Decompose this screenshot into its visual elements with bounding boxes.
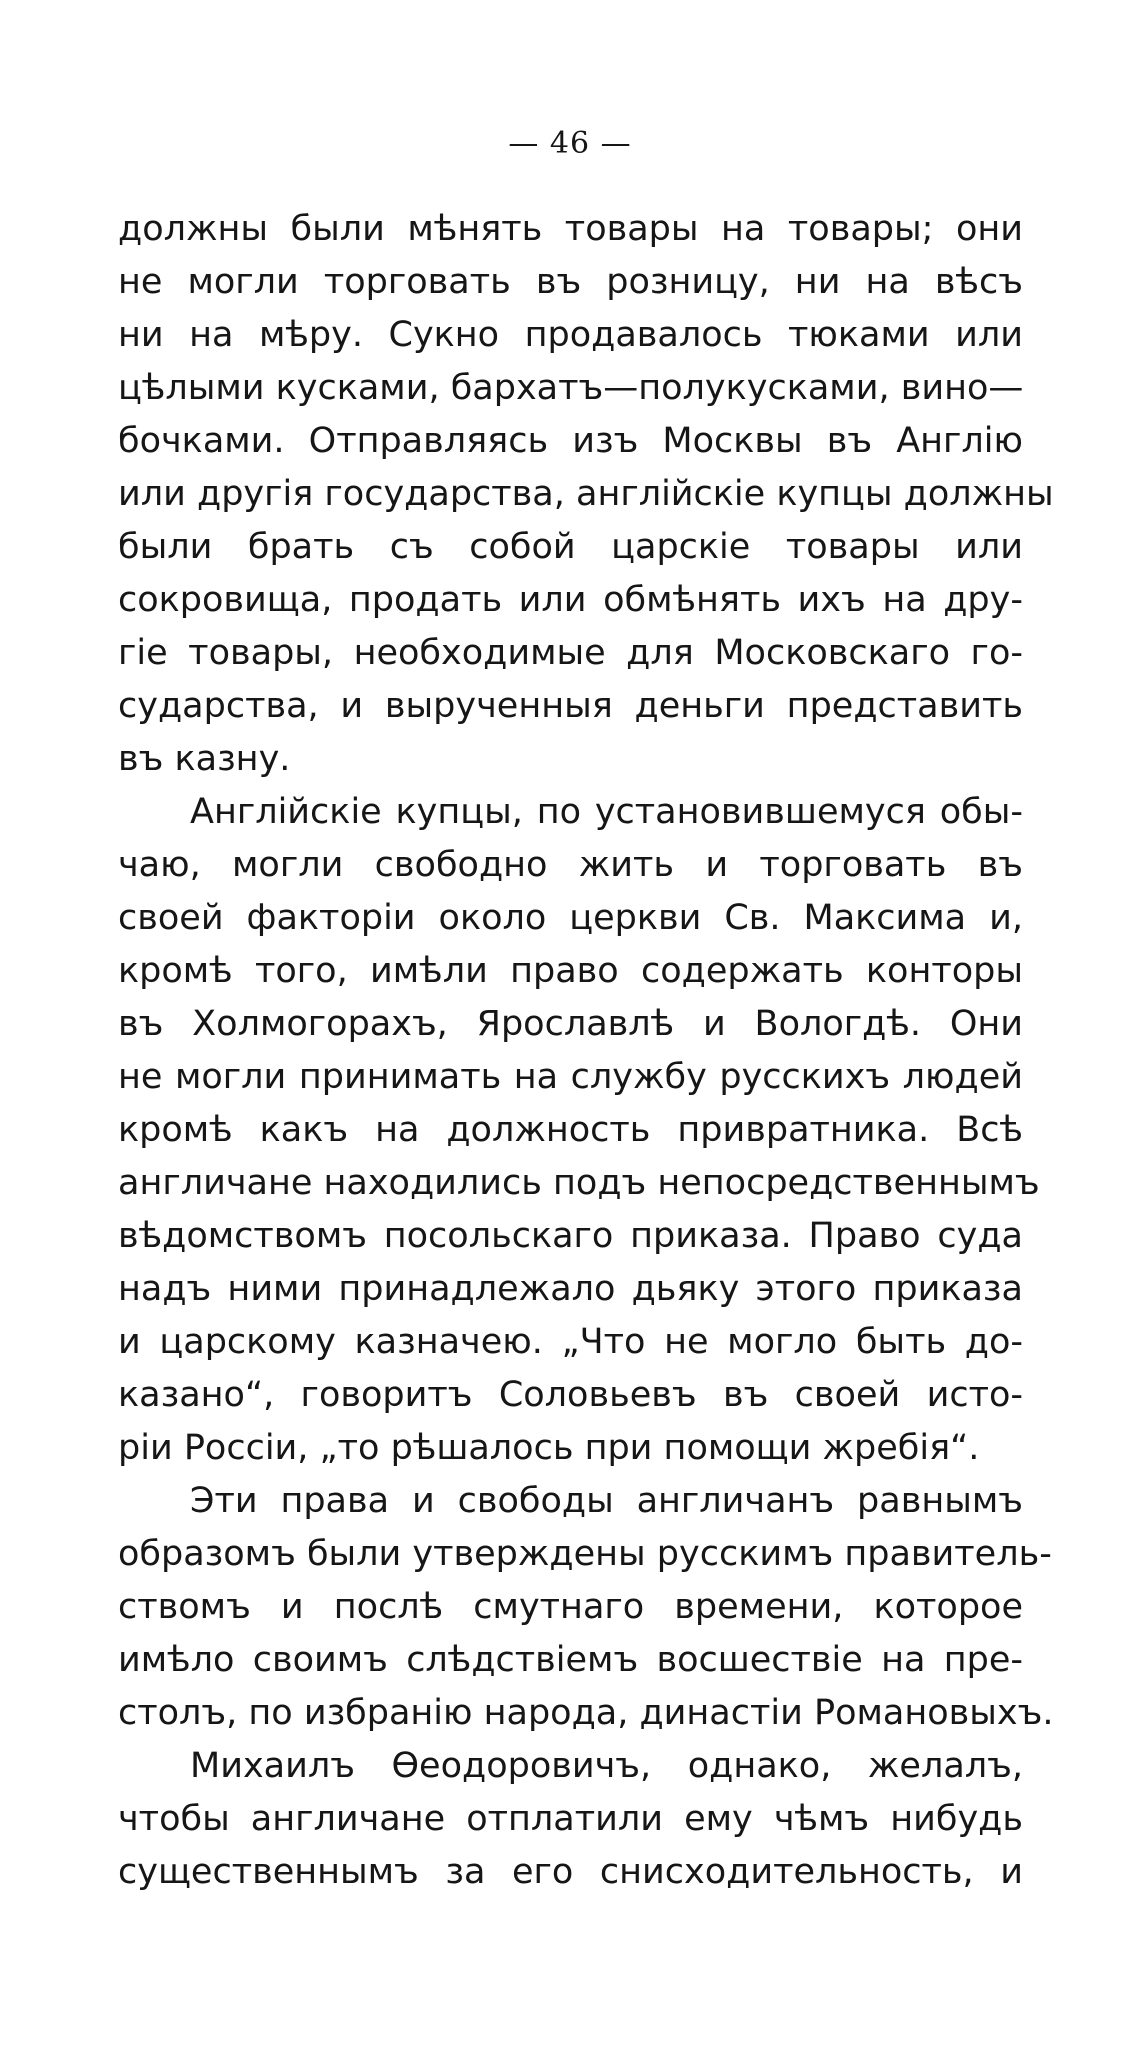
paragraph-end-line: столъ, по избранію народа, династіи Романовыхъ. [118, 1693, 1054, 1733]
paragraph-end-line: въ казну. [118, 739, 291, 779]
paragraph-first-line: Михаилъ Ѳеодоровичъ, однако, желалъ, [190, 1746, 1023, 1786]
text-line: въ Холмогорахъ, Ярославлѣ и Вологдѣ. Они [118, 1004, 1023, 1044]
text-line: не могли торговать въ розницу, ни на вѣсъ [118, 262, 1023, 302]
text-line: кромѣ какъ на должность привратника. Всѣ [118, 1110, 1023, 1150]
text-line: вѣдомствомъ посольскаго приказа. Право суда [118, 1216, 1023, 1256]
text-line: казано“, говоритъ Соловьевъ въ своей исто- [118, 1375, 1023, 1415]
text-line: сокровища, продать или обмѣнять ихъ на дру- [118, 580, 1023, 620]
text-line: и царскому казначею. „Что не могло быть до- [118, 1322, 1023, 1362]
text-line: гіе товары, необходимые для Московскаго го- [118, 633, 1023, 673]
text-line: сударства, и вырученныя деньги представить [118, 686, 1023, 726]
text-line: образомъ были утверждены русскимъ правитель- [118, 1534, 1052, 1574]
text-line: имѣло своимъ слѣдствіемъ восшествіе на пре- [118, 1640, 1023, 1680]
text-line: чаю, могли свободно жить и торговать въ [118, 845, 1023, 885]
text-line: были брать съ собой царскіе товары или [118, 527, 1023, 567]
text-line: своей факторіи около церкви Св. Максима и, [118, 898, 1023, 938]
text-line: ни на мѣру. Сукно продавалось тюками или [118, 315, 1023, 355]
text-line: надъ ними принадлежало дьяку этого приказа [118, 1269, 1023, 1309]
paragraph-first-line: Англійскіе купцы, по установившемуся обы- [190, 792, 1023, 832]
text-line: чтобы англичане отплатили ему чѣмъ нибудь [118, 1799, 1023, 1839]
paragraph-end-line: ріи Россіи, „то рѣшалось при помощи жребія“. [118, 1428, 980, 1468]
text-line: бочками. Отправляясь изъ Москвы въ Англію [118, 421, 1023, 461]
paragraph-first-line: Эти права и свободы англичанъ равнымъ [190, 1481, 1023, 1521]
text-line: или другія государства, англійскіе купцы должны [118, 474, 1054, 514]
body-text [118, 203, 1054, 1899]
text-line: кромѣ того, имѣли право содержать конторы [118, 951, 1023, 991]
text-line: должны были мѣнять товары на товары; они [118, 209, 1023, 249]
page-number: — 46 — [508, 126, 632, 161]
text-line: ствомъ и послѣ смутнаго времени, которое [118, 1587, 1023, 1627]
text-line: существеннымъ за его снисходительность, и [118, 1852, 1023, 1892]
text-line: англичане находились подъ непосредственнымъ [118, 1163, 1040, 1203]
text-line: не могли принимать на службу русскихъ людей [118, 1057, 1023, 1097]
text-line: цѣлыми кусками, бархатъ—полукусками, вино— [118, 368, 1024, 408]
